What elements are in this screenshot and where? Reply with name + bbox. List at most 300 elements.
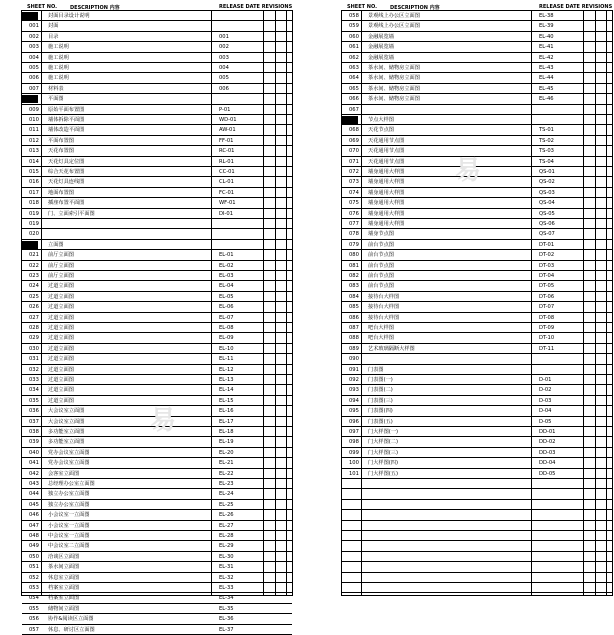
- sheet-no-cell: 056: [29, 616, 39, 623]
- sheet-no-cell: 031: [29, 356, 39, 363]
- table-row: [342, 136, 612, 146]
- table-row: [342, 479, 612, 489]
- description-cell: 门表图: [368, 366, 384, 373]
- table-row: [342, 292, 612, 302]
- table-row: [22, 375, 292, 385]
- description-cell: 吧台大样图: [368, 335, 394, 342]
- description-cell: 过道立面图: [48, 335, 74, 342]
- table-row: [342, 385, 612, 395]
- table-row: [342, 250, 612, 260]
- table-row: [342, 427, 612, 437]
- drawing-code-cell: EL-05: [219, 293, 234, 300]
- sheet-no-cell: 088: [349, 335, 359, 342]
- table-row: [22, 458, 292, 468]
- drawing-code-cell: EL-21: [219, 460, 234, 467]
- description-cell: 过道立面图: [48, 283, 74, 290]
- sheet-no-cell: 091: [349, 366, 359, 373]
- table-row: [22, 188, 292, 198]
- table-row: [342, 521, 612, 531]
- sheet-no-cell: 045: [29, 501, 39, 508]
- description-cell: 多功能室立面图: [48, 429, 85, 435]
- table-row: [342, 261, 612, 271]
- drawing-code-cell: EL-31: [219, 564, 234, 571]
- column-divider: [41, 11, 42, 595]
- sheet-no-cell: 065: [349, 85, 359, 92]
- drawing-code-cell: DD-04: [539, 460, 556, 467]
- column-divider: [583, 11, 584, 595]
- description-cell: 施工说明: [48, 75, 69, 82]
- table-row: [342, 146, 612, 156]
- description-cell: 平面布置图: [48, 137, 74, 144]
- sheet-no-cell: 041: [29, 460, 39, 467]
- sheet-no-cell: 046: [29, 512, 39, 519]
- sheet-no-cell: 059: [349, 23, 359, 30]
- sheet-no-cell: 021: [29, 252, 39, 259]
- sheet-no-cell: 093: [349, 387, 359, 394]
- drawing-code-cell: DT-05: [539, 283, 555, 290]
- drawing-code-cell: EL-13: [219, 377, 234, 383]
- description-cell: 大会议室立面图: [48, 408, 85, 415]
- description-cell: 施工说明: [48, 44, 69, 51]
- sheet-no-cell: 066: [349, 96, 359, 103]
- table-row: [22, 240, 292, 250]
- table-row: [342, 437, 612, 447]
- sheet-no-cell: 048: [29, 533, 39, 539]
- sheet-no-cell: 064: [349, 75, 359, 82]
- table-row: [342, 21, 612, 31]
- description-cell: 储物间立面图: [48, 605, 80, 612]
- table-row: [342, 63, 612, 73]
- column-divider: [211, 11, 212, 595]
- sheet-no-cell: 044: [29, 491, 39, 498]
- drawing-code-cell: EL-22: [219, 470, 234, 477]
- release-header: RELEASE DATE REVISIONS: [219, 4, 293, 10]
- drawing-code-cell: 004: [219, 65, 229, 71]
- drawing-code-cell: D-02: [539, 387, 552, 394]
- table-row: [22, 448, 292, 458]
- description-cell: 门大样图(二): [368, 439, 398, 446]
- drawing-code-cell: EL-36: [219, 616, 234, 623]
- sheet-no-cell: 002: [29, 33, 39, 40]
- description-cell: 封面目录设计说明: [48, 13, 90, 19]
- description-cell: 前台节点图: [368, 241, 394, 248]
- table-row: [22, 583, 292, 593]
- description-cell: 过道立面图: [48, 325, 74, 331]
- sheet-no-cell: 023: [29, 273, 39, 279]
- table-row: [22, 427, 292, 437]
- drawing-code-cell: 006: [219, 85, 229, 92]
- table-row: [342, 541, 612, 551]
- sheet-no-cell: 025: [29, 293, 39, 300]
- description-cell: 金融展览墙: [368, 33, 394, 40]
- drawing-code-cell: EL-10: [219, 345, 234, 352]
- description-cell: 吧台大样图: [368, 325, 394, 331]
- table-row: [342, 510, 612, 520]
- table-row: [22, 333, 292, 343]
- drawing-code-cell: EL-02: [219, 262, 234, 269]
- sheet-no-cell: 050: [29, 553, 39, 560]
- sheet-no-cell: 068: [349, 127, 359, 134]
- description-cell: 门表图(四): [368, 408, 393, 415]
- drawing-code-cell: QS-03: [539, 189, 555, 196]
- sheet-no-cell: 100: [349, 460, 359, 467]
- section-marker: [22, 241, 38, 249]
- table-row: [342, 323, 612, 333]
- description-cell: 天花灯具定位图: [48, 158, 85, 165]
- table-row: [22, 479, 292, 489]
- drawing-code-cell: EL-17: [219, 418, 234, 425]
- sheet-no-cell: 012: [29, 137, 39, 144]
- table-row: [22, 250, 292, 260]
- sheet-no-cell: 083: [349, 283, 359, 290]
- table-row: [22, 32, 292, 42]
- table-row: [22, 53, 292, 63]
- sheet-no-cell: 037: [29, 418, 39, 425]
- watermark: 易: [150, 406, 177, 436]
- description-cell: 天花通用节点图: [368, 137, 405, 144]
- description-cell: 施工说明: [48, 54, 69, 61]
- sheet-no-cell: 017: [29, 189, 39, 196]
- table-row: [22, 63, 292, 73]
- drawing-code-cell: DT-11: [539, 345, 555, 352]
- drawing-code-cell: QS-05: [539, 210, 555, 217]
- description-cell: 门表图(三): [368, 397, 393, 404]
- sheet-no-cell: 073: [349, 179, 359, 186]
- sheet-no-cell: 067: [349, 106, 359, 113]
- table-row: [22, 500, 292, 510]
- description-cell: 过道立面图: [48, 345, 74, 352]
- table-row: [22, 73, 292, 83]
- sheet-no-cell: 022: [29, 262, 39, 269]
- drawing-code-cell: EL-25: [219, 501, 234, 508]
- drawing-code-cell: EL-41: [539, 44, 554, 51]
- description-cell: 独立办公室立面图: [48, 501, 90, 508]
- drawing-code-cell: 001: [219, 33, 229, 40]
- sheet-no-header: SHEET NO.: [347, 4, 377, 10]
- sheet-no-cell: 072: [349, 169, 359, 175]
- description-cell: 过道立面图: [48, 356, 74, 363]
- description-cell: 大会议室立面图: [48, 418, 85, 425]
- description-cell: 景观线上办公区立面图: [368, 23, 420, 30]
- table-row: [342, 562, 612, 572]
- drawing-code-cell: D-04: [539, 408, 552, 415]
- description-cell: 节点大样图: [368, 117, 394, 123]
- table-row: [22, 146, 292, 156]
- drawing-code-cell: EL-18: [219, 429, 234, 435]
- description-cell: 前厅立面图: [48, 252, 74, 259]
- table-row: [342, 344, 612, 354]
- sheet-no-cell: 036: [29, 408, 39, 415]
- description-cell: 门、立面索引平面图: [48, 210, 95, 217]
- description-cell: 多功能室立面图: [48, 439, 85, 446]
- drawing-code-cell: TS-02: [539, 137, 554, 144]
- drawing-code-cell: QS-01: [539, 169, 555, 175]
- table-row: [342, 167, 612, 177]
- table-row: [22, 510, 292, 520]
- sheet-no-cell: 060: [349, 33, 359, 40]
- table-row: [342, 94, 612, 104]
- sheet-no-cell: 010: [29, 117, 39, 123]
- table-row: [22, 365, 292, 375]
- drawing-code-cell: EL-15: [219, 397, 234, 404]
- sheet-no-cell: 029: [29, 335, 39, 342]
- table-row: [22, 531, 292, 541]
- column-divider: [595, 11, 596, 595]
- table-row: [22, 157, 292, 167]
- description-cell: 插座布置平面图: [48, 200, 85, 207]
- description-cell: 接待台大样图: [368, 304, 400, 311]
- sheet-no-cell: 003: [29, 44, 39, 51]
- table-row: [342, 84, 612, 94]
- drawing-code-cell: EL-09: [219, 335, 234, 342]
- drawing-code-cell: DD-05: [539, 470, 556, 477]
- table-row: [22, 125, 292, 135]
- description-cell: 协作&阅读区立面图: [48, 616, 94, 623]
- table-row: [22, 604, 292, 614]
- description-cell: 过道立面图: [48, 304, 74, 311]
- table-row: [22, 541, 292, 551]
- sheet-no-cell: 004: [29, 54, 39, 61]
- table-row: [22, 219, 292, 229]
- drawing-code-cell: DD-01: [539, 429, 556, 435]
- table-row: [342, 11, 612, 21]
- drawing-code-cell: EL-01: [219, 252, 234, 259]
- sheet-no-cell: 094: [349, 397, 359, 404]
- description-cell: 茶水间、储物房立面图: [368, 85, 420, 92]
- drawing-code-cell: EL-45: [539, 85, 554, 92]
- sheet-no-cell: 020: [29, 231, 39, 238]
- table-row: [22, 302, 292, 312]
- description-header: DESCRIPTION 内容: [70, 5, 120, 11]
- sheet-no-cell: 101: [349, 470, 359, 477]
- description-cell: 天花布置图: [48, 148, 74, 155]
- table-row: [22, 489, 292, 499]
- sheet-no-cell: 087: [349, 325, 359, 331]
- drawing-code-cell: 005: [219, 75, 229, 82]
- sheet-no-cell: 062: [349, 54, 359, 61]
- sheet-no-cell: 084: [349, 293, 359, 300]
- section-marker: [22, 95, 38, 103]
- drawing-code-cell: EL-35: [219, 605, 234, 612]
- drawing-code-cell: EL-44: [539, 75, 554, 82]
- table-row: [22, 573, 292, 583]
- sheet-no-header: SHEET NO.: [27, 4, 57, 10]
- table-row: [22, 323, 292, 333]
- table-row: [342, 417, 612, 427]
- table-row: [342, 583, 612, 593]
- column-divider: [263, 11, 264, 595]
- drawing-code-cell: EL-20: [219, 449, 234, 456]
- description-cell: 茶水间、储物房立面图: [368, 96, 420, 103]
- drawing-code-cell: DT-09: [539, 325, 555, 331]
- column-divider: [361, 11, 362, 595]
- table-row: [342, 53, 612, 63]
- sheet-no-cell: 049: [29, 543, 39, 550]
- sheet-no-cell: 011: [29, 127, 39, 134]
- table-row: [22, 292, 292, 302]
- sheet-no-cell: 001: [29, 23, 39, 30]
- description-cell: 中会议室一立面图: [48, 533, 90, 539]
- table-row: [342, 240, 612, 250]
- description-cell: 立面图: [48, 241, 64, 248]
- sheet-no-cell: 013: [29, 148, 39, 155]
- drawing-code-cell: EL-42: [539, 54, 554, 61]
- table-row: [22, 625, 292, 635]
- drawing-code-cell: EL-33: [219, 585, 234, 591]
- table-row: [22, 344, 292, 354]
- sheet-no-cell: 077: [349, 221, 359, 227]
- table-row: [342, 375, 612, 385]
- sheet-no-cell: 043: [29, 481, 39, 487]
- table-row: [22, 437, 292, 447]
- table-row: [22, 406, 292, 416]
- drawing-code-cell: EL-46: [539, 96, 554, 103]
- description-cell: 墙身通用大样图: [368, 169, 405, 175]
- table-row: [22, 42, 292, 52]
- drawing-code-cell: EL-32: [219, 574, 234, 581]
- drawing-code-cell: EL-14: [219, 387, 234, 394]
- sheet-no-cell: 030: [29, 345, 39, 352]
- description-cell: 墙身节点图: [368, 231, 394, 238]
- drawing-code-cell: DT-06: [539, 293, 555, 300]
- description-cell: 门大样图(五): [368, 470, 398, 477]
- sheet-no-cell: 058: [349, 13, 359, 19]
- table-row: [22, 396, 292, 406]
- sheet-no-cell: 052: [29, 574, 39, 581]
- table-row: [342, 365, 612, 375]
- sheet-no-cell: 085: [349, 304, 359, 311]
- description-cell: 中会议室二立面图: [48, 543, 90, 550]
- drawing-code-cell: EL-11: [219, 356, 234, 363]
- table-row: [22, 94, 292, 104]
- sheet-no-cell: 032: [29, 366, 39, 373]
- table-row: [22, 562, 292, 572]
- table-row: [342, 552, 612, 562]
- sheet-no-cell: 096: [349, 418, 359, 425]
- description-cell: 天花通用节点图: [368, 148, 405, 155]
- sheet-no-cell: 074: [349, 189, 359, 196]
- sheet-no-cell: 019: [29, 221, 39, 227]
- description-cell: 党办会议室立面图: [48, 449, 90, 456]
- description-cell: 接待台大样图: [368, 293, 400, 300]
- drawing-code-cell: EL-07: [219, 314, 234, 321]
- description-cell: 过道立面图: [48, 314, 74, 321]
- sheet-no-cell: 053: [29, 585, 39, 591]
- description-cell: 墙身通用大样图: [368, 179, 405, 186]
- table-row: [22, 593, 292, 603]
- table-row: [22, 84, 292, 94]
- table-row: [22, 385, 292, 395]
- drawing-code-cell: QS-06: [539, 221, 555, 227]
- drawing-code-cell: EL-23: [219, 481, 234, 487]
- sheet-no-cell: 070: [349, 148, 359, 155]
- drawing-code-cell: EL-43: [539, 65, 554, 71]
- drawing-code-cell: EL-19: [219, 439, 234, 446]
- description-cell: 原始平面布置图: [48, 106, 85, 113]
- description-cell: 目录: [48, 33, 59, 40]
- description-cell: 艺术玻璃隔断大样图: [368, 345, 415, 352]
- sheet-no-cell: 016: [29, 179, 39, 186]
- sheet-no-cell: 005: [29, 65, 39, 71]
- section-marker: [342, 116, 358, 124]
- column-divider: [286, 11, 287, 595]
- sheet-no-cell: 095: [349, 408, 359, 415]
- description-cell: 景观线上办公区立面图: [368, 13, 420, 19]
- drawing-code-cell: DD-03: [539, 449, 556, 456]
- table-row: [342, 177, 612, 187]
- sheet-no-cell: 098: [349, 439, 359, 446]
- description-cell: 天花灯具连线图: [48, 179, 85, 186]
- table-row: [342, 573, 612, 583]
- sheet-no-cell: 097: [349, 429, 359, 435]
- description-cell: 小会议室一立面图: [48, 522, 90, 529]
- table-row: [22, 105, 292, 115]
- sheet-no-cell: 057: [29, 626, 39, 633]
- description-cell: 金融展览墙: [368, 54, 394, 61]
- drawing-code-cell: EL-24: [219, 491, 234, 498]
- sheet-no-cell: 071: [349, 158, 359, 165]
- drawing-code-cell: TS-01: [539, 127, 554, 134]
- table-row: [22, 209, 292, 219]
- table-row: [22, 115, 292, 125]
- table-row: [22, 21, 292, 31]
- table-row: [342, 489, 612, 499]
- sheet-no-cell: 081: [349, 262, 359, 269]
- description-cell: 墙体改造平面图: [48, 127, 85, 134]
- sheet-no-cell: 089: [349, 345, 359, 352]
- column-divider: [606, 11, 607, 595]
- table-row: [342, 219, 612, 229]
- table-row: [342, 469, 612, 479]
- sheet-no-cell: 078: [349, 231, 359, 238]
- drawing-code-cell: EL-27: [219, 522, 234, 529]
- sheet-no-cell: 051: [29, 564, 39, 571]
- description-cell: 金融展览墙: [368, 44, 394, 51]
- description-cell: 地面布置图: [48, 189, 74, 196]
- table-row: [22, 521, 292, 531]
- drawing-code-cell: P-01: [219, 106, 231, 113]
- sheet-no-cell: 079: [349, 241, 359, 248]
- drawing-code-cell: FF-01: [219, 137, 234, 144]
- table-row: [342, 229, 612, 239]
- table-row: [22, 469, 292, 479]
- table-row: [342, 42, 612, 52]
- description-cell: 茶水间立面图: [48, 564, 80, 571]
- table-row: [342, 157, 612, 167]
- description-cell: 档案室立面图: [48, 585, 80, 591]
- drawing-code-cell: QS-07: [539, 231, 555, 238]
- description-cell: 过道立面图: [48, 293, 74, 300]
- table-row: [342, 73, 612, 83]
- table-row: [22, 417, 292, 427]
- description-cell: 前厅立面图: [48, 262, 74, 269]
- description-cell: 过道立面图: [48, 377, 74, 383]
- table-row: [22, 198, 292, 208]
- drawing-code-cell: EL-03: [219, 273, 234, 279]
- sheet-no-cell: 042: [29, 470, 39, 477]
- table-row: [22, 167, 292, 177]
- drawing-code-cell: DT-02: [539, 252, 555, 259]
- table-row: [22, 281, 292, 291]
- table-row: [22, 614, 292, 624]
- description-cell: 接待台大样图: [368, 314, 400, 321]
- description-cell: 休息、研讨区立面图: [48, 626, 95, 633]
- table-row: [342, 125, 612, 135]
- description-cell: 会客室立面图: [48, 470, 80, 477]
- drawing-index-right: [320, 0, 614, 600]
- drawing-code-cell: EL-34: [219, 595, 234, 602]
- sheet-no-cell: 076: [349, 210, 359, 217]
